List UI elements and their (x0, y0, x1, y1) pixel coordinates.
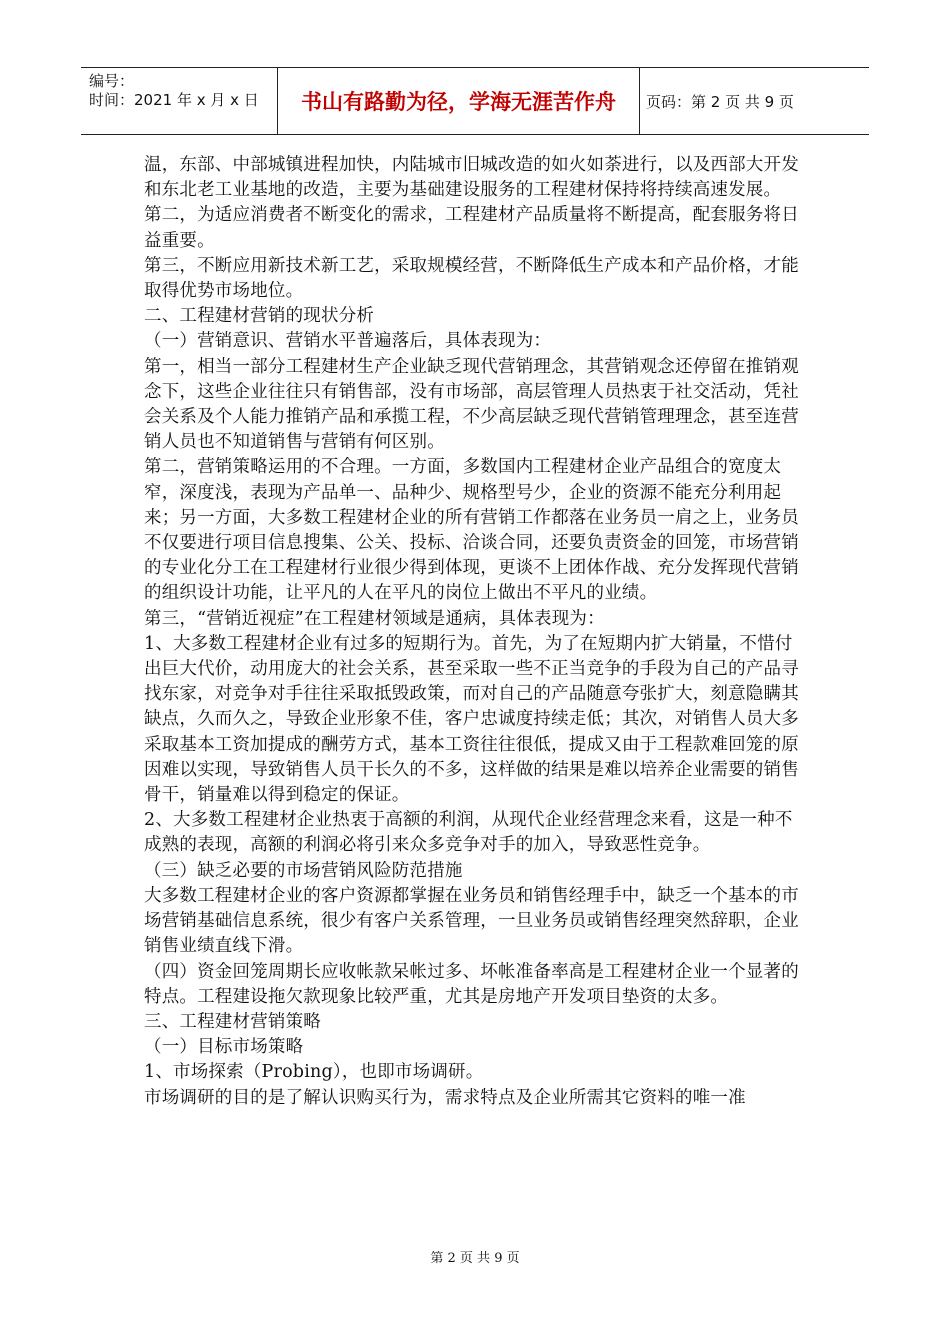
paragraph: 1、市场探索（Probing），也即市场调研。 (144, 1062, 484, 1083)
document-number-label: 编号： (89, 72, 135, 90)
paragraph: 温，东部、中部城镇进程加快，内陆城市旧城改造的如火如荼进行，以及西部大开发和东北老工业基地的改造，主要为基础建设服务的工程建材保持将持续高速发展。 (144, 155, 799, 201)
subsection-heading: （一）营销意识、营销水平普遍落后，具体表现为： (144, 331, 552, 352)
section-heading: 二、工程建材营销的现状分析 (144, 306, 375, 327)
document-time-label: 时间：2021 年 x 月 x 日 (89, 91, 259, 109)
paragraph: 2、大多数工程建材企业热衷于高额的利润，从现代企业经营理念来看，这是一种不成熟的表现，高额的利润必将引来众多竞争对手的加入，导致恶性竞争。 (144, 810, 793, 856)
header-page-number: 页码：第 2 页 共 9 页 (646, 92, 794, 111)
paragraph: 第三，“营销近视症”在工程建材领域是通病，具体表现为： (144, 608, 605, 629)
paragraph: 1、大多数工程建材企业有过多的短期行为。首先，为了在短期内扩大销量，不惜付出巨大代价，动用庞大的社会关系，甚至采取一些不正当竞争的手段为自己的产品寻找东家，对竞争对手往往采取抵毁政策，而对自己的产品随意夸张扩大，刻意隐瞒其缺点，久而久之，导致企业形象不佳，客户忠诚度持续走低；其次，对销售人员大多采取基本工资加提成的酬劳方式，基本工资往往很低，提成又由于工程款难回笼的原因难以实现，导致销售人员干长久的不多，这样做的结果是难以培养企业需要的销售骨干，销量难以得到稳定的保证。 (144, 633, 799, 806)
paragraph: （四）资金回笼周期长应收帐款呆帐过多、坏帐准备率高是工程建材企业一个显著的特点。工程建设拖欠款现象比较严重，尤其是房地产开发项目垫资的太多。 (144, 961, 799, 1007)
paragraph: 第一，相当一部分工程建材生产企业缺乏现代营销理念，其营销观念还停留在推销观念下，这些企业往往只有销售部，没有市场部，高层管理人员热衷于社交活动，凭社会关系及个人能力推销产品和承揽工程，不少高层缺乏现代营销管理理念，甚至连营销人员也不知道销售与营销有何区别。 (144, 356, 799, 453)
subsection-heading: （一）目标市场策略 (144, 1037, 304, 1058)
header-motto: 书山有路勤为径，学海无涯苦作舟 (278, 68, 640, 134)
paragraph: 第三，不断应用新技术新工艺，采取规模经营，不断降低生产成本和产品价格，才能取得优势市场地位。 (144, 255, 799, 302)
paragraph: 大多数工程建材企业的客户资源都掌握在业务员和销售经理手中，缺乏一个基本的市场营销基础信息系统，很少有客户关系管理，一旦业务员或销售经理突然辞职，企业销售业绩直线下滑。 (144, 885, 799, 957)
page-header (81, 67, 869, 135)
paragraph: 市场调研的目的是了解认识购买行为，需求特点及企业所需其它资料的唯一准 (144, 1087, 746, 1108)
header-meta (81, 68, 278, 134)
paragraph: 第二，营销策略运用的不合理。一方面，多数国内工程建材企业产品组合的宽度太窄，深度浅，表现为产品单一、品种少、规格型号少，企业的资源不能充分利用起来；另一方面，大多数工程建材企业的所有营销工作都落在业务员一肩之上，业务员不仅要进行项目信息搜集、公关、投标、洽谈合同，还要负责资金的回笼，市场营销的专业化分工在工程建材行业很少得到体现，更谈不上团体作战、充分发挥现代营销的组织设计功能，让平凡的人在平凡的岗位上做出不平凡的业绩。 (144, 457, 799, 604)
section-heading: 三、工程建材营销策略 (144, 1011, 321, 1032)
document-body (144, 153, 804, 1111)
page-footer: 第 2 页 共 9 页 (430, 1251, 520, 1266)
paragraph: 第二，为适应消费者不断变化的需求，工程建材产品质量将不断提高，配套服务将日益重要。 (144, 205, 799, 251)
subsection-heading: （三）缺乏必要的市场营销风险防范措施 (144, 860, 463, 881)
